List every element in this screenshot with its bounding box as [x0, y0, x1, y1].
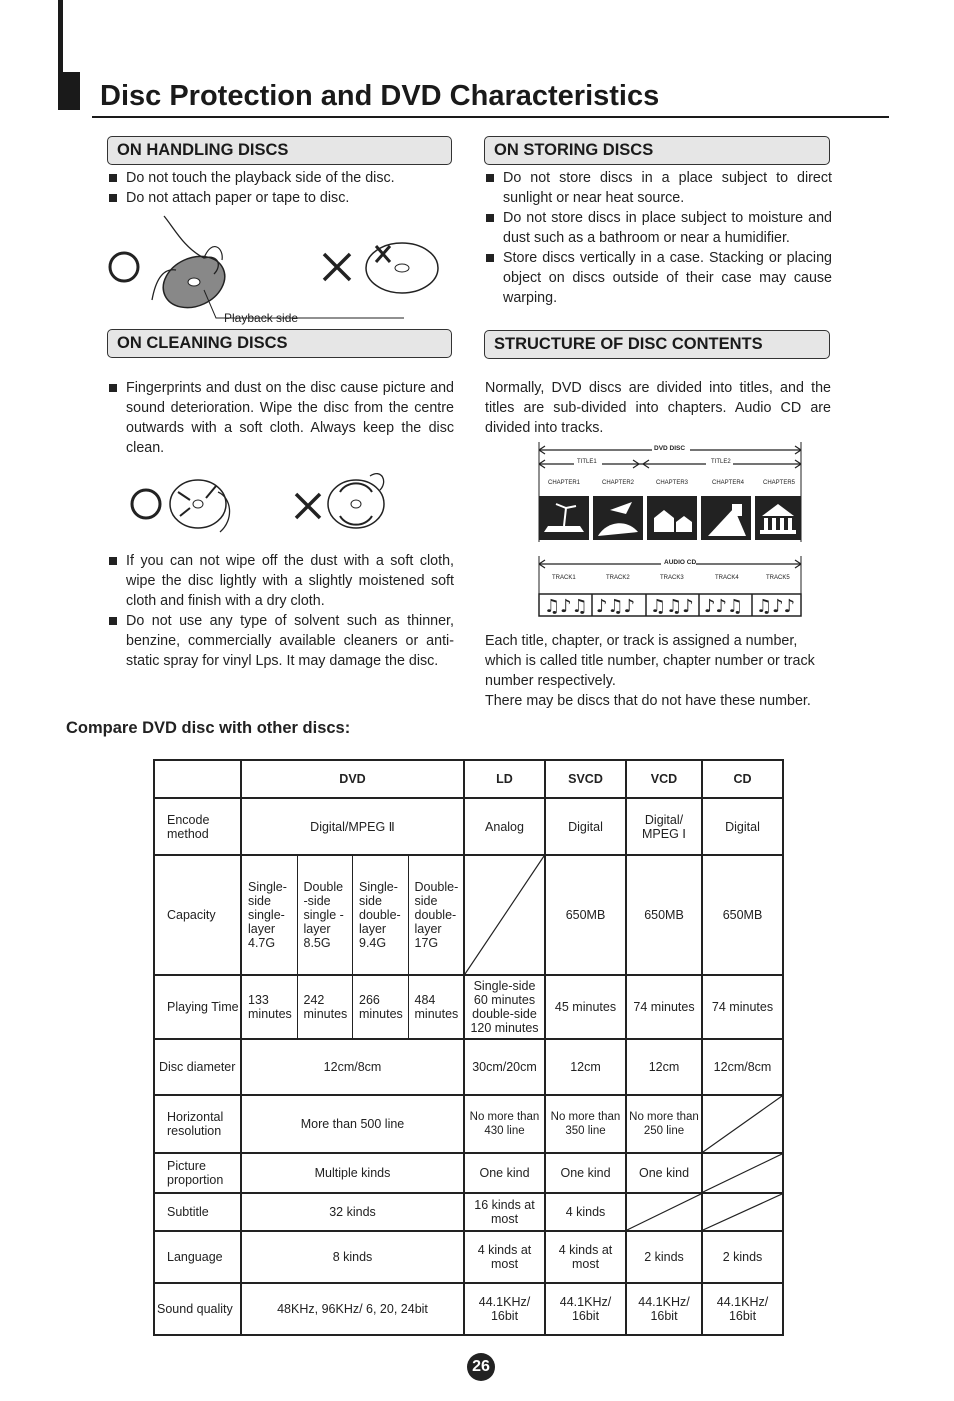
empty-cell — [702, 1193, 783, 1231]
table-cell: 8 kinds — [241, 1231, 464, 1283]
table-cell: Multiple kinds — [241, 1153, 464, 1193]
table-row — [154, 1095, 783, 1153]
structure-intro: Normally, DVD discs are divided into titles, and the titles are sub-divided into chapters. Audio CD are divided into tracks. — [485, 380, 831, 436]
table-cell: 12cm/8cm — [702, 1039, 783, 1095]
table-cell: 2 kinds — [702, 1231, 783, 1283]
title-block — [58, 72, 80, 110]
table-cell: No more than 250 line — [626, 1095, 702, 1153]
dvd-structure-diagram — [536, 442, 806, 542]
list-item: Fingerprints and dust on the disc cause picture and sound deterioration. Wipe the disc from the centre outwards with a soft cloth. Always keep the disc clean. — [108, 378, 454, 458]
table-cell: 650MB — [545, 855, 626, 975]
table-cell: No more than 350 line — [545, 1095, 626, 1153]
chapter-label: CHAPTER2 — [602, 480, 635, 486]
comparison-table — [153, 759, 784, 1336]
track-label: TRACK4 — [715, 575, 739, 581]
table-cell: Digital — [545, 798, 626, 855]
cleaning-list-1 — [108, 378, 454, 458]
title-rule — [92, 116, 889, 118]
dvd-disc-label: DVD DISC — [654, 445, 686, 452]
audio-cd-label: AUDIO CD — [664, 559, 697, 566]
row-label: Encode method — [154, 798, 241, 855]
track-label: TRACK1 — [552, 575, 576, 581]
table-cell: 44.1KHz/ 16bit — [626, 1283, 702, 1335]
list-item: Store discs vertically in a case. Stacking or placing object on discs outside of their case may cause warping. — [485, 248, 832, 308]
sub-cell: Double-side double-layer 17G — [408, 856, 464, 974]
svg-text:♫♪♫: ♫♪♫ — [544, 596, 588, 617]
table-cell — [241, 975, 464, 1039]
table-cell: 4 kinds at most — [545, 1231, 626, 1283]
table-cell: 32 kinds — [241, 1193, 464, 1231]
table-cell: 30cm/20cm — [464, 1039, 545, 1095]
list-item: Do not use any type of solvent such as thinner, benzine, commercially available cleaners or anti-static spray for vinyl Lps. It may damage the disc. — [108, 611, 454, 671]
table-cell: 16 kinds at most — [464, 1193, 545, 1231]
table-cell: 4 kinds — [545, 1193, 626, 1231]
table-cell: Digital/ MPEG Ⅰ — [626, 798, 702, 855]
table-cell: Digital — [702, 798, 783, 855]
sub-cell: Double -side single -layer 8.5G — [297, 856, 353, 974]
storing-heading: ON STORING DISCS — [484, 136, 830, 165]
table-row — [154, 798, 783, 855]
table-cell: Analog — [464, 798, 545, 855]
table-cell: One kind — [626, 1153, 702, 1193]
table-cell: One kind — [545, 1153, 626, 1193]
table-cell: 650MB — [626, 855, 702, 975]
x-mark-icon — [324, 254, 350, 280]
list-item: Do not store discs in place subject to moisture and dust such as a bathroom or near a humidifier. — [485, 208, 832, 248]
table-row — [154, 1039, 783, 1095]
table-cell — [241, 855, 464, 975]
table-row — [154, 1231, 783, 1283]
title-label: TITLE1 — [577, 459, 597, 465]
row-label: Playing Time — [154, 975, 241, 1039]
list-item: Do not store discs in a place subject to direct sunlight or near heat source. — [485, 168, 832, 208]
sub-cell: 266 minutes — [352, 976, 408, 1038]
row-label: Language — [154, 1231, 241, 1283]
table-cell: One kind — [464, 1153, 545, 1193]
table-row — [154, 1193, 783, 1231]
structure-outro-2: There may be discs that do not have these number. — [485, 693, 811, 709]
table-cell: 74 minutes — [626, 975, 702, 1039]
table-cell: 74 minutes — [702, 975, 783, 1039]
row-label: Sound quality — [154, 1283, 241, 1335]
title-label: TITLE2 — [711, 459, 731, 465]
table-cell: 44.1KHz/ 16bit — [545, 1283, 626, 1335]
list-item: If you can not wipe off the dust with a soft cloth, wipe the disc lightly with a slightly moistened soft cloth and finish with a dry cloth. — [108, 551, 454, 611]
chapter-label: CHAPTER4 — [712, 480, 745, 486]
table-row — [154, 1153, 783, 1193]
structure-outro — [485, 631, 835, 711]
table-cell: 650MB — [702, 855, 783, 975]
table-cell: 48KHz, 96KHz/ 6, 20, 24bit — [241, 1283, 464, 1335]
table-cell: 12cm — [545, 1039, 626, 1095]
row-label: Picture proportion — [154, 1153, 241, 1193]
handling-illustration — [104, 208, 454, 326]
track-label: TRACK2 — [606, 575, 630, 581]
table-cell: More than 500 line — [241, 1095, 464, 1153]
cd-structure-diagram — [536, 556, 806, 618]
svg-text:♪♪♫: ♪♪♫ — [704, 596, 744, 617]
row-label: Horizontal resolution — [154, 1095, 241, 1153]
track-label: TRACK5 — [766, 575, 790, 581]
table-cell: No more than 430 line — [464, 1095, 545, 1153]
playback-side-caption: Playback side — [224, 311, 299, 325]
wipe-outward-icon — [170, 480, 230, 532]
handling-list — [108, 168, 453, 208]
chapter-label: CHAPTER3 — [656, 480, 689, 486]
disc-with-tape-icon — [366, 243, 438, 293]
row-label: Disc diameter — [154, 1039, 241, 1095]
hand-holding-disc-icon — [152, 216, 233, 317]
column-header: DVD — [241, 760, 464, 798]
structure-heading: STRUCTURE OF DISC CONTENTS — [484, 330, 830, 359]
x-mark-icon — [296, 494, 320, 518]
empty-cell — [702, 1095, 783, 1153]
sub-cell: Single-side double-layer 9.4G — [352, 856, 408, 974]
compare-heading: Compare DVD disc with other discs: — [66, 719, 351, 737]
chapter-label: CHAPTER1 — [548, 480, 581, 486]
column-header: LD — [464, 760, 545, 798]
sub-cell: 242 minutes — [297, 976, 353, 1038]
table-cell: 12cm — [626, 1039, 702, 1095]
empty-cell — [702, 1153, 783, 1193]
table-cell: 2 kinds — [626, 1231, 702, 1283]
structure-outro-1: Each title, chapter, or track is assigned a number, which is called title number, chapter number or track number respectively. — [485, 633, 815, 689]
table-cell: 44.1KHz/ 16bit — [702, 1283, 783, 1335]
empty-cell — [464, 855, 545, 975]
sub-cell: 484 minutes — [408, 976, 464, 1038]
table-cell: Digital/MPEG Ⅱ — [241, 798, 464, 855]
table-cell: 12cm/8cm — [241, 1039, 464, 1095]
page-title: Disc Protection and DVD Characteristics — [100, 80, 660, 112]
cleaning-list-2 — [108, 551, 454, 671]
sub-cell: 133 minutes — [248, 993, 292, 1021]
svg-text:♪♫♪: ♪♫♪ — [596, 596, 636, 617]
empty-cell — [626, 1193, 702, 1231]
column-header: VCD — [626, 760, 702, 798]
svg-text:♫♫♪: ♫♫♪ — [650, 596, 694, 617]
storing-list — [485, 168, 832, 308]
table-header-row — [154, 760, 783, 798]
column-header: CD — [702, 760, 783, 798]
track-label: TRACK3 — [660, 575, 684, 581]
row-label: Capacity — [154, 855, 241, 975]
wipe-circular-icon — [328, 474, 384, 528]
table-cell: Single-side 60 minutes double-side 120 minutes — [464, 975, 545, 1039]
table-cell: 44.1KHz/ 16bit — [464, 1283, 545, 1335]
table-row — [154, 1283, 783, 1335]
row-label: Subtitle — [154, 1193, 241, 1231]
sub-cell: Single-side single-layer 4.7G — [248, 880, 287, 950]
svg-text:♫♪♪: ♫♪♪ — [756, 596, 796, 617]
list-item: Do not attach paper or tape to disc. — [108, 188, 453, 208]
page-number: 26 — [467, 1353, 495, 1381]
table-row — [154, 855, 783, 975]
list-item: Do not touch the playback side of the disc. — [108, 168, 453, 188]
table-row — [154, 975, 783, 1039]
handling-heading: ON HANDLING DISCS — [107, 136, 452, 165]
chapter-label: CHAPTER5 — [763, 480, 796, 486]
column-header: SVCD — [545, 760, 626, 798]
table-cell: 45 minutes — [545, 975, 626, 1039]
cleaning-illustration — [120, 462, 390, 542]
cleaning-heading: ON CLEANING DISCS — [107, 329, 452, 358]
table-cell: 4 kinds at most — [464, 1231, 545, 1283]
